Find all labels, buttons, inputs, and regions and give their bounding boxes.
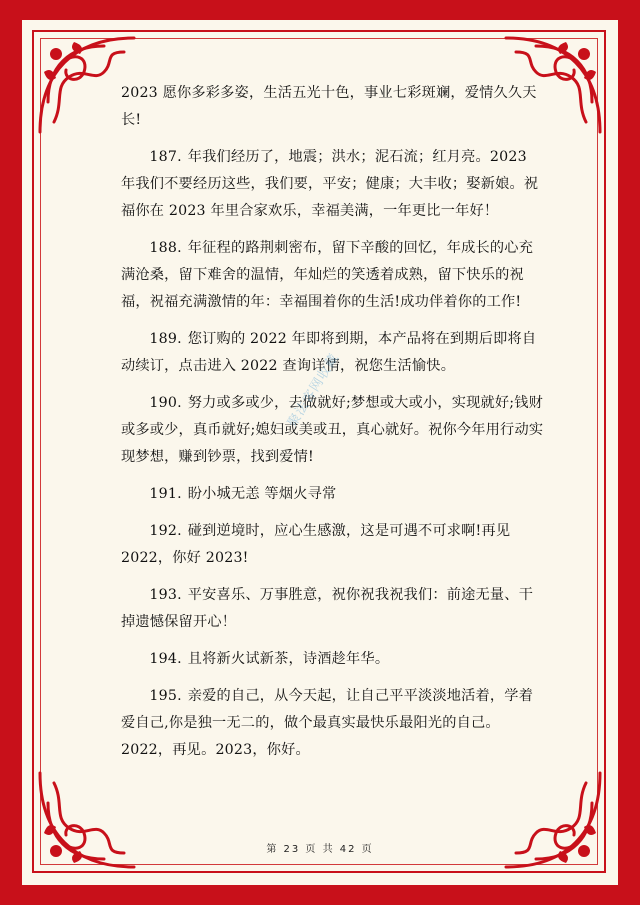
paragraph [121, 683, 545, 764]
paragraph-text: 您订购的 2022 年即将到期，本产品将在到期后即将自动续订，点击进入 2022 查询详情，祝您生活愉快。 [121, 331, 537, 374]
paragraph-text: 亲爱的自己，从今天起，让自己平平淡淡地活着，学着爱自己,你是独一无二的，做个最真实最快乐最阳光的自己。2022，再见。2023，你好。 [121, 688, 534, 758]
page-footer: 第 23 页 共 42 页 [266, 844, 374, 855]
paragraph-number: 187. [149, 149, 182, 165]
paragraph-number: 193. [149, 587, 182, 603]
paragraph [121, 80, 545, 134]
watermark: 聚法客网收藏 [285, 350, 343, 431]
paragraph [121, 235, 545, 316]
paragraph-text: 努力或多或少，去做就好;梦想或大或小，实现就好;钱财或多或少，真币就好;媳妇或美或丑，真心就好。祝你今年用行动实现梦想，赚到钞票，找到爱情! [121, 395, 544, 465]
paragraph [121, 144, 545, 225]
paragraph-text: 年我们经历了，地震；洪水；泥石流；红月亮。2023 年我们不要经历这些，我们要，平安；健康；大丰收；娶新娘。祝福你在 2023 年里合家欢乐，幸福美满，一年更比一年好！ [121, 149, 539, 219]
paragraph [121, 518, 545, 572]
paragraph-number: 188. [149, 240, 182, 256]
paragraph-number: 192. [149, 523, 182, 539]
document-body [121, 80, 545, 774]
paragraph-number: 190. [149, 395, 182, 411]
paragraph-text: 碰到逆境时，应心生感激，这是可遇不可求啊!再见 2022，你好 2023! [121, 523, 511, 566]
paragraph [121, 646, 545, 673]
corner-ornament-icon [34, 763, 144, 873]
paragraph-number: 195. [149, 688, 182, 704]
paragraph-text: 盼小城无恙 等烟火寻常 [187, 486, 337, 502]
corner-ornament-icon [496, 763, 606, 873]
paragraph-text: 2023 愿你多彩多姿，生活五光十色，事业七彩斑斓，爱情久久天长! [121, 85, 537, 128]
paragraph-text: 年征程的路荆刺密布，留下辛酸的回忆，年成长的心充满沧桑，留下难舍的温情，年灿烂的笑透着成熟，留下快乐的祝福，祝福充满激情的年：幸福围着你的生活!成功伴着你的工作! [121, 240, 534, 310]
paragraph-text: 且将新火试新茶，诗酒趁年华。 [187, 651, 390, 667]
paragraph-number: 191. [149, 486, 182, 502]
paragraph [121, 481, 545, 508]
paragraph-number: 194. [149, 651, 182, 667]
paragraph [121, 390, 545, 471]
paragraph [121, 582, 545, 636]
paragraph-text: 平安喜乐、万事胜意，祝你祝我祝我们：前途无量、干掉遗憾保留开心！ [121, 587, 534, 630]
paragraph-number: 189. [149, 331, 182, 347]
